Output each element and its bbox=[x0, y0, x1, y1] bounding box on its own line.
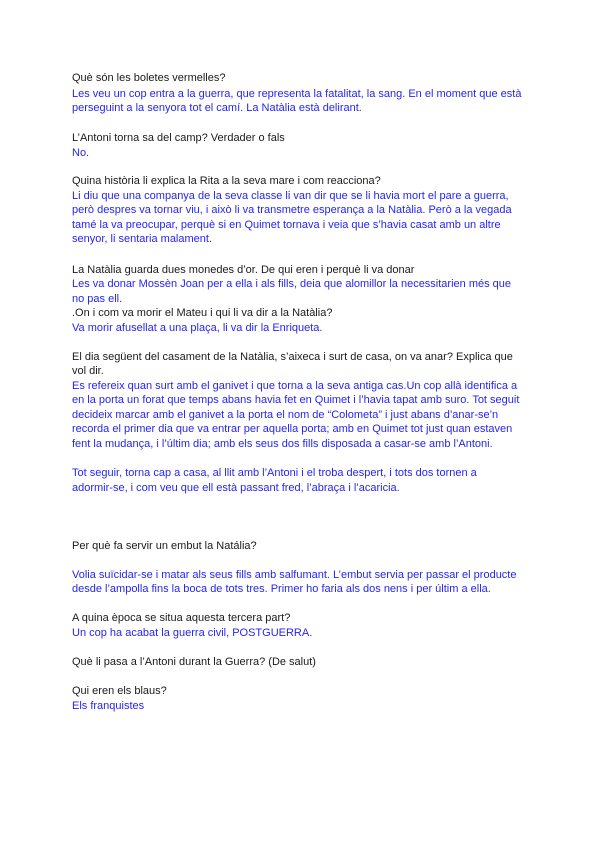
answer-text: Un cop ha acabat la guerra civil, POSTGUERRA. bbox=[72, 627, 313, 639]
answer-text: Volia suïcidar-se i matar als seus fills amb salfumant. L’embut servia per passar el producte bbox=[72, 569, 517, 581]
question-text: Què són les boletes vermelles? bbox=[72, 72, 226, 84]
question-text: vol dir. bbox=[72, 365, 104, 377]
answer-text: Es refereix quan surt amb el ganivet i que torna a la seva antiga cas.Un cop allà identifica a bbox=[72, 380, 518, 392]
answer-text: fent la mudança, i l’últim dia; amb els seus dos fills disposada a casar-se amb l’Antoni. bbox=[72, 438, 493, 450]
question-text: El dia següent del casament de la Natàlia, s’aixeca i surt de casa, on va anar? Explica que bbox=[72, 351, 513, 363]
answer-text: decideix marcar amb el ganivet a la porta el nom de “Colometa” i just abans d’anar-se’n bbox=[72, 409, 499, 421]
answer-text: però despres va tornar viu, i això li va transmetre esperança a la Natàlia. Però a la vegada bbox=[72, 204, 512, 216]
question-text: Què li pasa a l’Antoni durant la Guerra? (De salut) bbox=[72, 656, 316, 668]
answer-text: no pas ell. bbox=[72, 293, 123, 305]
question-text: Per què fa servir un embut la Natália? bbox=[72, 540, 257, 552]
question-text: .On i com va morir el Mateu i qui li va dir a la Natàlia? bbox=[72, 307, 333, 319]
question-text: Quina història li explica la Rita a la seva mare i com reacciona? bbox=[72, 175, 381, 187]
answer-text: Va morir afusellat a una plaça, li va dir la Enriqueta. bbox=[72, 322, 323, 334]
answer-text: senyor, li sentaria malament. bbox=[72, 233, 213, 245]
question-text: La Natàlia guarda dues monedes d’or. De qui eren i perquè li va donar bbox=[72, 264, 415, 276]
answer-text: Li diu que una companya de la seva classe li van dir que se li havia mort el pare a guerra, bbox=[72, 190, 509, 202]
question-text: A quina època se situa aquesta tercera part? bbox=[72, 612, 291, 624]
answer-text: recorda el primer dia que va entrar per aquella porta; amb en Quimet tot just quan estaven bbox=[72, 423, 513, 435]
answer-text: Tot seguir, torna cap a casa, al llit amb l’Antoni i el troba despert, i tots dos tornen a bbox=[72, 467, 477, 479]
answer-text: Les veu un cop entra a la guerra, que representa la fatalitat, la sang. En el moment que està bbox=[72, 88, 522, 100]
answer-text: en la porta un forat que temps abans havia fet en Quimet i l’havia tapat amb suro. Tot seguit bbox=[72, 394, 520, 406]
answer-text: Les va donar Mossèn Joan per a ella i als fills, deia que alomillor la necessitarien més que bbox=[72, 278, 512, 290]
question-text: Qui eren els blaus? bbox=[72, 685, 167, 697]
answer-text: adormir-se, i com veu que ell està passant fred, l’abraça i l’acaricia. bbox=[72, 482, 400, 494]
question-text: L’Antoni torna sa del camp? Verdader o fals bbox=[72, 132, 285, 144]
answer-text: desde l’ampolla fins la boca de tots tres. Primer ho faria als dos nens i per últim a ella. bbox=[72, 583, 491, 595]
answer-text: No. bbox=[72, 147, 90, 159]
answer-text: Els franquistes bbox=[72, 700, 145, 712]
answer-text: perseguint a la senyora tot el camí. La Natàlia està delirant. bbox=[72, 102, 362, 114]
answer-text: tamé la va preocupar, perquè si en Quimet tornava i veia que s’havia casat amb un altre bbox=[72, 219, 501, 231]
